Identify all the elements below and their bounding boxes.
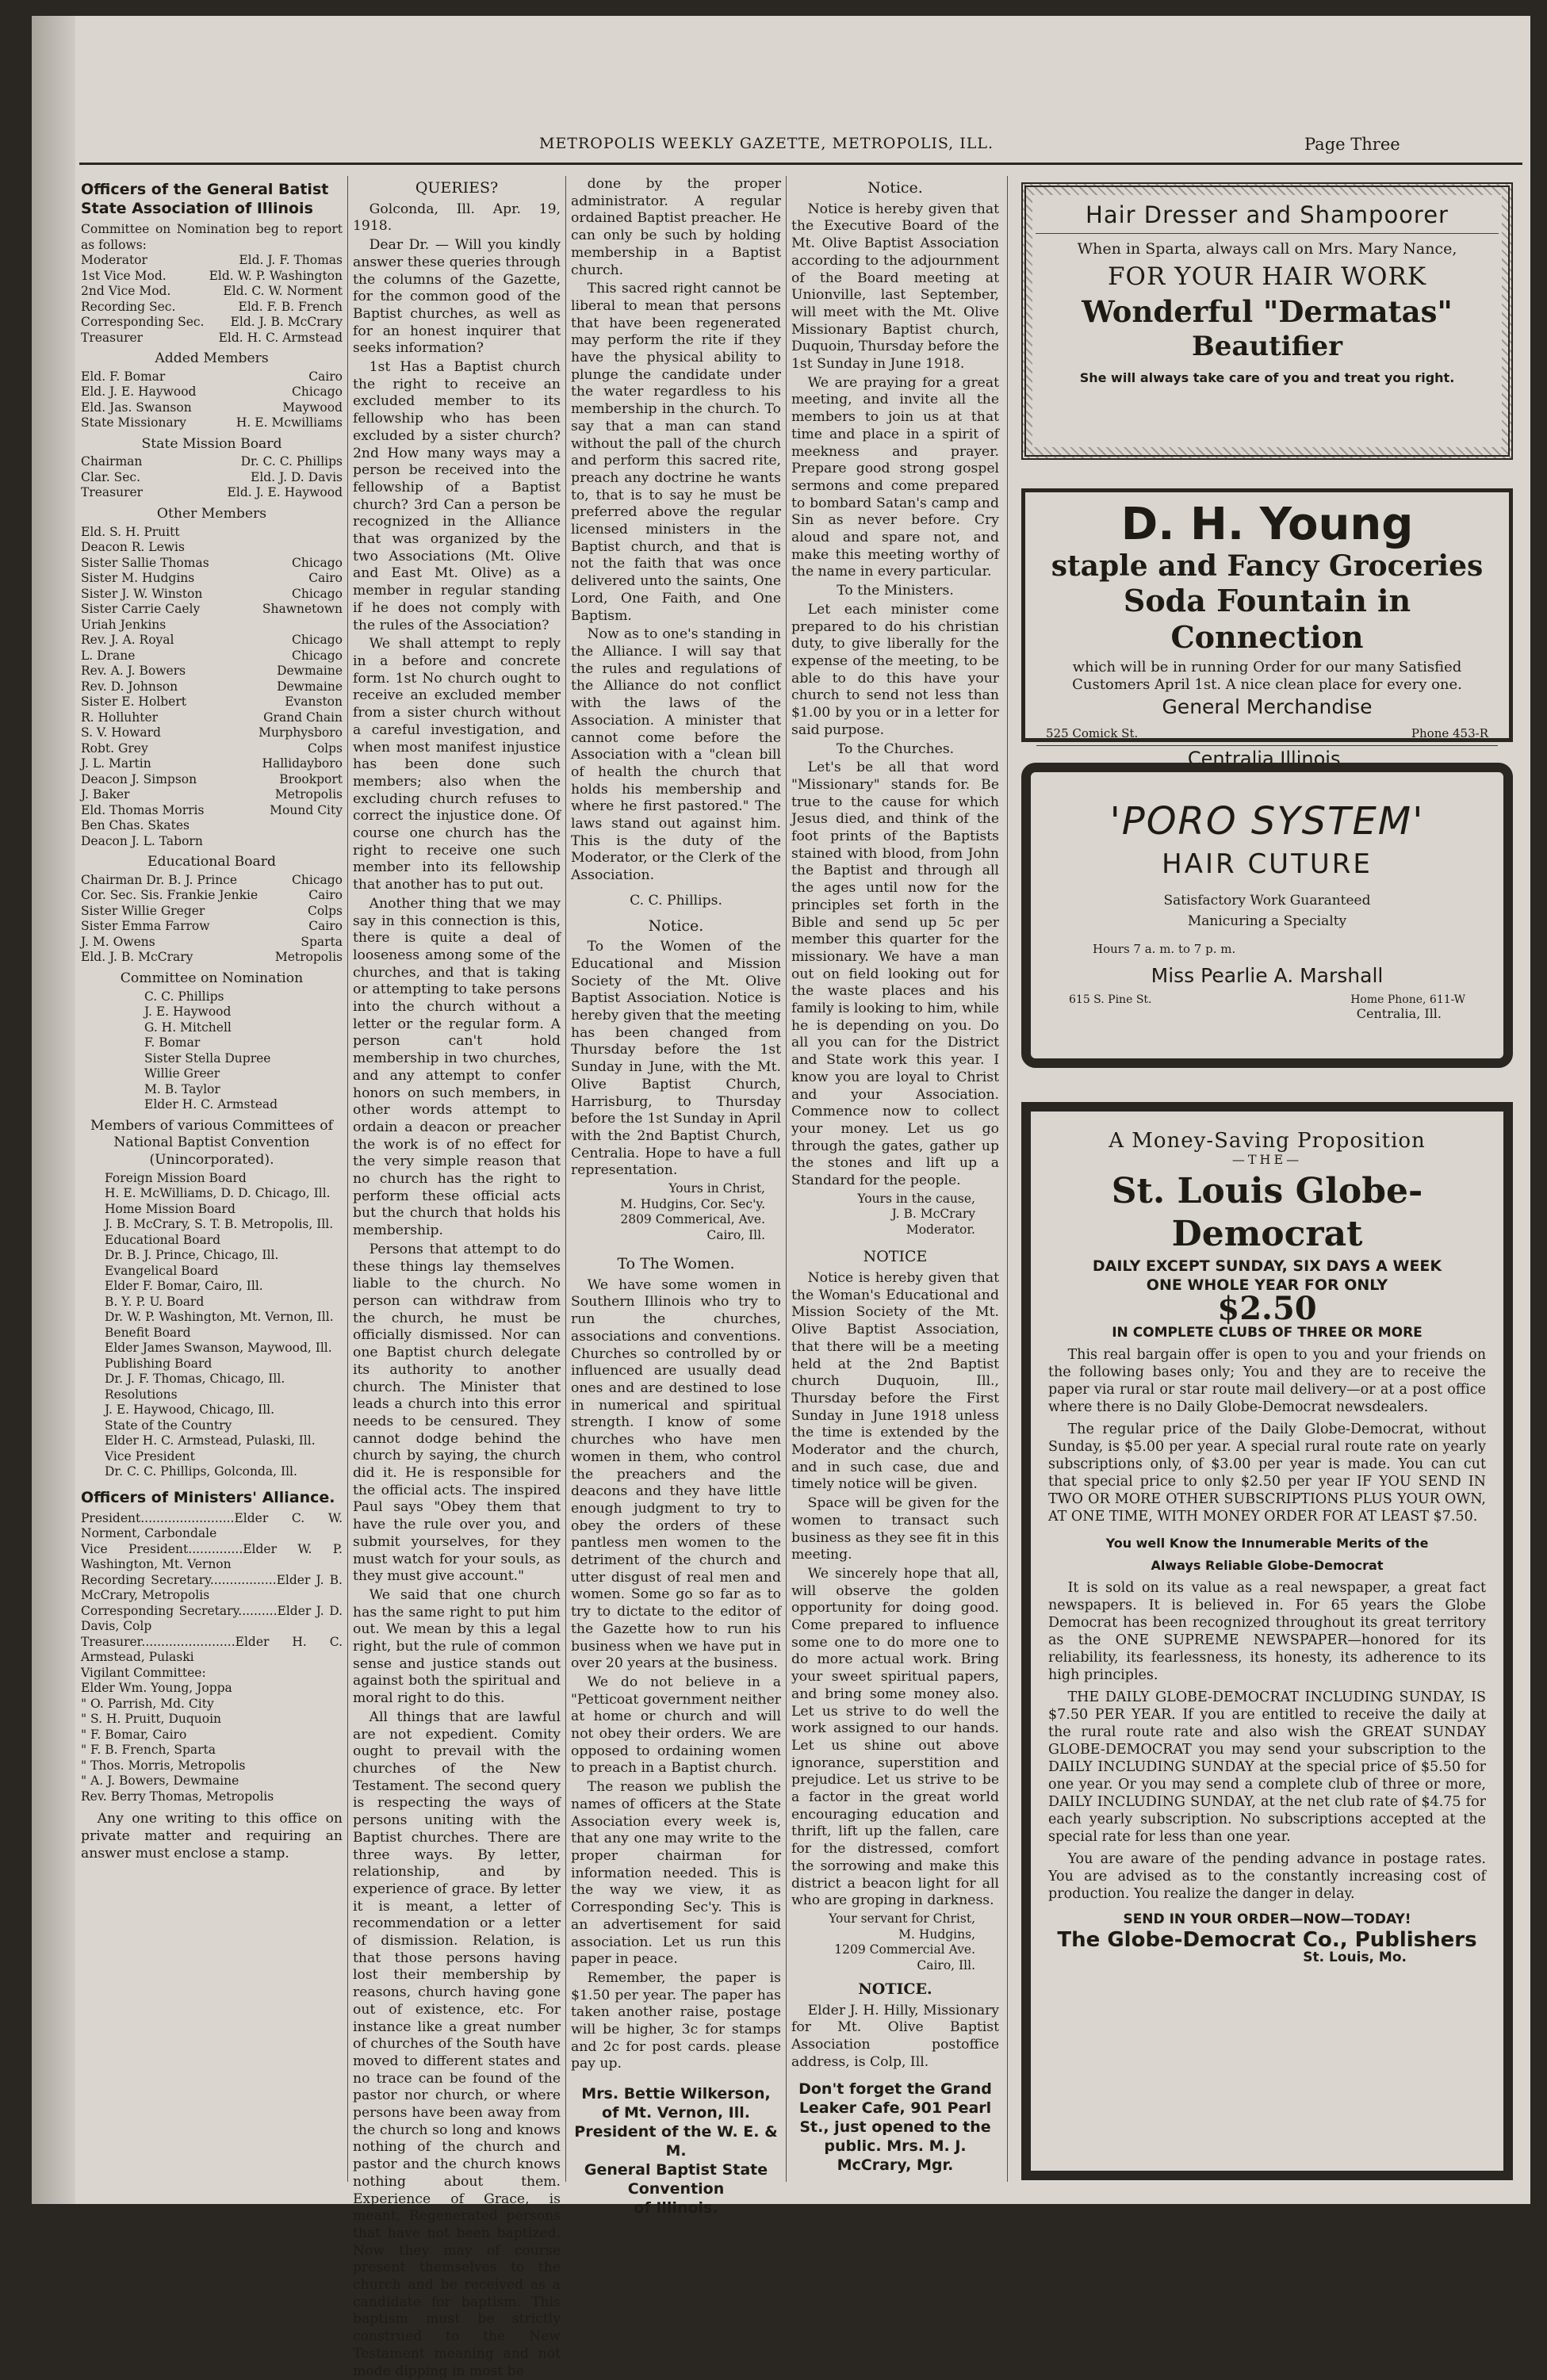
added-list [81,369,343,431]
item-value: Shawnetown [262,602,343,617]
ad3-line1: Satisfactory Work Guaranteed [1163,893,1371,909]
list-item [81,756,343,772]
conv-list [81,1171,343,1480]
item-value: Eld. J. B. McCrary [230,315,343,329]
text-line: Yours in Christ, [668,1181,765,1196]
text-line: of Mt. Vernon, Ill. [602,2104,750,2122]
text-line: " S. H. Pruitt, Duquoin [81,1712,222,1727]
text-line: Resolutions [105,1387,178,1402]
list-item [81,888,343,904]
ad4-paper-name: St. Louis Globe-Democrat [1111,1171,1423,1254]
text-line: Foreign Mission Board [105,1170,247,1185]
ad2-line4: General Merchandise [1162,695,1373,718]
notice3-body: Elder J. H. Hilly, Missionary for Mt. Olive Baptist Association postoffice address, is Colp, Ill. [791,2002,999,2070]
list-item [81,694,343,710]
text-line: " A. J. Bowers, Dewmaine [81,1774,239,1789]
item-name: Corresponding Sec. [81,315,205,329]
text-line: Golconda, Ill. Apr. 19, 1918. [353,201,561,235]
item-name: Eld. F. Bomar [81,369,166,384]
ad4-para5: You are aware of the pending advance in postage rates. You are advised as to the constantly increasing cost of production. You realize the danger in delay. [1048,1851,1486,1902]
text-line: Willie Greer [144,1066,220,1081]
list-item [81,269,343,285]
item-name: Rev. D. Johnson [81,679,178,694]
ministers-body: Let each minister come prepared to do his christian duty, to give liberally for the expense of the meeting, to be able to do this have your church to send not less than $1.00 by you or in a letter for said purpose. [791,601,999,738]
item-name: Sister E. Holbert [81,694,186,710]
other-title: Other Members [156,505,267,522]
item-name: Sister M. Hudgins [81,571,195,586]
text-line: Elder James Swanson, Maywood, Ill. [105,1341,332,1356]
text-line: " Thos. Morris, Metropolis [81,1758,246,1773]
text-line: M. Hudgins, [898,1927,975,1942]
text-line: Elder Wm. Young, Joppa [81,1681,232,1696]
item-name: Moderator [81,253,147,267]
text-line: Another thing that we may say in this connection is this, there is quite a deal of looseness among some of the churches, and that is taking or attempting to take persons into the church without a letter or the regular form. A person can't hold membership in two churches, and any attempt to confer honors on such members, in other words attempt to ordain a deacon or preacher the work is of no effect for the very simple reason that no church has the right to perform these official acts but the church that holds his membership. [353,895,561,1239]
list-item [81,741,343,757]
wilkerson-card [571,2084,781,2217]
officers-list [81,253,343,346]
item-name: Eld. J. B. McCrary [81,950,193,965]
text-line: Cairo, Ill. [917,1957,975,1972]
text-line: We said that one church has the same right to put him out. We mean by this a legal right, but the rule of common sense and justice stands out against both the spiritual and moral right to do this. [353,1586,561,1707]
added-title: Added Members [155,350,269,366]
list-item [81,415,343,431]
item-name: 2nd Vice Mod. [81,284,171,298]
item-value: Colps [307,740,343,756]
list-item [81,834,343,850]
item-name: Sister J. W. Winston [81,586,203,601]
leaker-cafe-ad: Don't forget the Grand Leaker Cafe, 901 Pearl St., just opened to the public. Mrs. M. J. McCrary, Mgr. [798,2080,992,2174]
other-list [81,525,343,850]
edu-title: Educational Board [147,854,276,870]
item-value: Cairo [308,369,343,384]
notice1-title: Notice. [867,179,923,197]
text-line: Notice is hereby given that the Woman's Educational and Mission Society of the Mt. Olive Baptist Association, that there will be a meeting held at the 2nd Baptist church Duquoin, Ill., Thursday before the First Sunday in June 1918 unless the time is extended by the Moderator and the church, and in such case, due and timely notice will be given. [791,1269,999,1493]
text-line: General Baptist State Convention [584,2161,768,2198]
masthead: METROPOLIS WEEKLY GAZETTE, METROPOLIS, ILL. [539,135,994,152]
text-line: We do not believe in a "Petticoat government neither at home or church and will not obey their orders. We are opposed to ordaining women to preach in a Baptist church. [571,1674,781,1777]
notice1-body [791,201,999,581]
alliance-list [81,1511,343,1805]
list-item [81,602,343,618]
notice3-title: NOTICE. [858,1980,932,1998]
ad4-daily: DAILY EXCEPT SUNDAY, SIX DAYS A WEEK [1092,1257,1442,1275]
item-value: Eld. H. C. Armstead [218,330,343,345]
text-line: J. E. Haywood, Chicago, Ill. [105,1402,275,1418]
text-line: M. B. Taylor [144,1081,220,1096]
list-item [81,385,343,400]
item-name: Eld. S. H. Pruitt [81,524,180,539]
text-line: Vice President [105,1448,195,1464]
ad4-para4: THE DAILY GLOBE-DEMOCRAT INCLUDING SUNDAY, IS $7.50 PER YEAR. If you are entitled to receive the daily at the rural route rate and also wish the GREAT SUNDAY GLOBE-DEMOCRAT you may send your subscription to the DAILY INCLUDING SUNDAY at the special price of $5.50 for one year. Or you may send a complete club of three or more, DAILY INCLUDING SUNDAY, at the net club rate of $4.75 for each yearly subscription. No subscriptions accepted at the special rate for less than one year. [1048,1689,1486,1845]
ad3-subtitle: HAIR CUTURE [1162,848,1373,880]
text-line: Elder H. C. Armstead, Pulaski, Ill. [105,1433,316,1448]
list-item [81,400,343,416]
signature-hudgins [571,1181,781,1243]
text-line: Dr. J. F. Thomas, Chicago, Ill. [105,1372,285,1387]
text-line: J. B. McCrary [891,1207,975,1222]
item-name: S. V. Howard [81,725,161,740]
item-value: Metropolis [274,950,343,965]
list-item [81,919,343,935]
list-item [81,818,343,834]
column-divider [1007,176,1008,2182]
item-name: L. Drane [81,648,136,663]
item-name: Sister Emma Farrow [81,919,210,934]
item-name: Eld. Thomas Morris [81,802,205,817]
item-value: Chicago [292,872,343,887]
item-name: Eld. Jas. Swanson [81,400,192,415]
text-line: Persons that attempt to do these things lay themselves liable to the church. No person can withdraw from the church, he must be officially dismissed. Nor can one Baptist church delegate its authority to another church. The Minister that leads a church into this error needs to be censured. They cannot dodge behind the church by saying, the church did it. He is responsible for the official acts. The inspired Paul says "Obey them that have the rule over you, and submit yourselves, for they must watch for your souls, as they must give account." [353,1241,561,1585]
column-queries [353,176,561,2379]
text-line: Space will be given for the women to transact such business as they see fit in this meeting. [791,1495,999,1563]
item-name: Treasurer [81,485,144,500]
text-line: done by the proper administrator. A regular ordained Baptist preacher. He can only be such by holding membership in a Baptist church. [571,176,781,278]
list-item [81,540,343,556]
item-value: Dewmaine [277,664,343,679]
ad2-name: D. H. Young [1120,499,1414,550]
list-item [81,485,343,501]
page-number: Page Three [1304,135,1400,154]
text-line: Home Mission Board [105,1201,235,1216]
text-line: Your servant for Christ, [829,1911,975,1926]
ad1-line1: When in Sparta, always call on Mrs. Mary Nance, [1077,240,1457,258]
item-value: Chicago [292,633,343,648]
text-line: M. Hudgins, Cor. Sec'y. [620,1196,765,1211]
item-name: 1st Vice Mod. [81,268,167,283]
text-line: J. B. McCrary, S. T. B. Metropolis, Ill. [105,1217,334,1232]
alliance-title: Officers of Ministers' Alliance. [81,1488,335,1506]
ad4-send-order: SEND IN YOUR ORDER—NOW—TODAY! [1123,1911,1411,1927]
ad4-headline: A Money-Saving Proposition [1109,1129,1426,1153]
ad2-line2: Soda Fountain in Connection [1123,583,1411,655]
item-value: Sparta [301,934,343,949]
signature-mccrary [791,1192,999,1238]
ad4-clubs: IN COMPLETE CLUBS OF THREE OR MORE [1112,1325,1423,1341]
text-line: Yours in the cause, [857,1191,975,1206]
item-value: Eld. W. P. Washington [209,268,343,283]
item-value: Grand Chain [263,710,343,725]
item-name: Chairman Dr. B. J. Prince [81,872,238,887]
item-value: H. E. Mcwilliams [235,415,343,430]
list-item [81,950,343,966]
women-title: To The Women. [617,1255,735,1273]
queries-title: QUERIES? [415,179,499,197]
item-name: J. Baker [81,787,130,802]
item-value: Colps [307,903,343,918]
signature-phillips: C. C. Phillips. [630,892,722,909]
item-name: Ben Chas. Skates [81,818,190,833]
ad4-the: —THE— [1231,1152,1303,1167]
item-value: Dewmaine [277,679,343,694]
item-value: Eld. C. W. Norment [223,284,343,298]
item-name: Sister Sallie Thomas [81,555,209,570]
list-item [81,454,343,470]
text-line: President........................Elder C. W. Norment, Carbondale [81,1510,343,1541]
header-rule [79,163,1522,165]
text-line: Corresponding Secretary..........Elder J. D. Davis, Colp [81,1603,343,1634]
list-item [81,587,343,603]
list-item [81,710,343,726]
text-line: Vigilant Committee: [81,1665,206,1680]
list-item [81,470,343,486]
list-item [81,284,343,300]
item-value: Evanston [285,694,343,710]
list-item [81,904,343,920]
list-item [81,633,343,649]
ad1-line5: She will always take care of you and treat you right. [1079,370,1455,385]
ad2-city: Centralia Illinois. [1036,745,1498,770]
list-item [81,772,343,788]
ad3-hours: Hours 7 a. m. to 7 p. m. [1093,942,1236,956]
list-item [81,369,343,385]
ad3-line2: Manicuring a Specialty [1187,913,1347,929]
list-item [81,525,343,541]
ad1-title: Hair Dresser and Shampoorer [1036,201,1499,234]
col3-body [571,176,781,885]
list-item [81,331,343,346]
item-name: State Missionary [81,415,186,430]
list-item [81,618,343,633]
item-name: Sister Willie Greger [81,903,205,918]
item-name: Deacon J. L. Taborn [81,833,203,848]
text-line: 2809 Commerical, Ave. [620,1212,765,1227]
text-line: Benefit Board [105,1325,191,1340]
officers-title: Officers of the General Batist State Association of Illinois [81,181,329,217]
item-value: Maywood [282,400,343,415]
churches-title: To the Churches. [836,740,955,757]
item-name: Clar. Sec. [81,469,141,484]
text-line: Publishing Board [105,1356,213,1371]
text-line: State of the Country [105,1418,232,1433]
text-line: Now as to one's standing in the Alliance. I will say that the rules and regulations of the Alliance do not conflict with the laws of the Association. A minister that cannot come before the Association with a "clean bill of health the church that holds his membership and where he first pastored." The laws stand out against him. This is the duty of the Moderator, or the Clerk of the Association. [571,626,781,884]
text-line: Notice is hereby given that the Executive Board of the Mt. Olive Baptist Association according to the adjournment of the Board meeting at Unionville, last September, will meet with the Mt. Olive Missionary Baptist church, Duquoin, Thursday before the 1st Sunday in June 1918. [791,201,999,373]
item-value: Chicago [292,385,343,400]
ad4-year: ONE WHOLE YEAR FOR ONLY [1146,1276,1388,1294]
text-line: H. E. McWilliams, D. D. Chicago, Ill. [105,1186,331,1201]
item-name: Chairman [81,454,143,469]
text-line: Elder H. C. Armstead [144,1097,278,1112]
list-item [81,935,343,951]
item-name: J. M. Owens [81,934,155,949]
text-line: Cairo, Ill. [706,1227,765,1242]
text-line: This sacred right cannot be liberal to mean that persons that have been regenerated may perform the rite if they have the physical ability to plunge the candidate under the water regardless to his membership in the church. To say that a man can stand without the pall of the church and perform this sacred rite, preach any doctrine he wants to, that is to say he must be preferred above the regular licensed ministers in the Baptist church, and that is not the faith that was once delivered unto the saints, One Lord, One Faith, and One Baptism. [571,281,781,624]
text-line: We are praying for a great meeting, and invite all the members to join us at that time and place in a spirit of meekness and prayer. Prepare good strong gospel sermons and come prepared to bombard Satan's camp and Sin as never before. Cry aloud and spare not, and make this meeting worthy of the name in every particular. [791,374,999,580]
item-value: Chicago [292,555,343,570]
text-line: The reason we publish the names of officers at the State Association every week is, that any one may write to the proper chairman for information needed. This is the way we view, it as Corresponding Sec'y. This is an advertisement for said association. Let us run this paper in peace. [571,1779,781,1968]
notice2-title: NOTICE [863,1248,928,1266]
text-line: Recording Secretary.................Elder J. B. McCrary, Metropolis [81,1572,343,1603]
list-item [81,556,343,572]
column-divider [565,176,566,2182]
text-line: B. Y. P. U. Board [105,1294,205,1309]
item-name: J. L. Martin [81,756,151,771]
text-line: Dr. C. C. Phillips, Golconda, Ill. [105,1464,297,1479]
ad3-name: Miss Pearlie A. Marshall [1151,964,1384,987]
ad4-sub1: You well Know the Innumerable Merits of the [1105,1536,1429,1551]
mission-list [81,454,343,501]
text-line: Treasurer........................Elder H. C. Armstead, Pulaski [81,1634,343,1665]
list-item [81,873,343,889]
text-line: We sincerely hope that all, will observe the golden opportunity for doing good. Come prepared to influence some one to do more one to do more actual work. Bring your sweet spiritual papers, and bring some money also. Let us strive to do well the work assigned to our hands. Let us shine out above ignorance, superstition and prejudice. Let us strive to be a factor in the great world encouraging education and thrift, lift up the fallen, care for the distressed, comfort the sorrowing and make this district a beacon light for all who are groping in darkness. [791,1565,999,1909]
text-line: " F. B. French, Sparta [81,1743,216,1758]
item-value: Hallidayboro [262,756,343,771]
text-line: We have some women in Southern Illinois who try to run the churches, associations and conventions. Churches so controlled by or influenced are usually dead ones and are destined to lose in numerical and spiritual strength. I know of some churches who have men women in them, who control the preachers and the deacons and they have little enough judgment to try to obey the orders of these pantless men women to the detriment of the church and utter disgust of real men and women. Some go so far as to try to dictate to the editor of the Gazette how to run his business when we have put in over 20 years at the business. [571,1276,781,1672]
ministers-title: To the Ministers. [837,583,954,599]
globe-democrat-ad [1021,1102,1513,2180]
newspaper-page [32,16,1530,2379]
text-line: 1209 Commercial Ave. [834,1942,975,1957]
text-line: G. H. Mitchell [144,1020,232,1035]
ad2-line3: which will be in running Order for our many Satisfied Customers April 1st. A nice clean place for every one. [1072,659,1462,693]
text-line: Dr. B. J. Prince, Chicago, Ill. [105,1248,279,1263]
list-item [81,571,343,587]
mission-title: State Mission Board [141,435,282,452]
ad4-sub2: Always Reliable Globe-Democrat [1151,1558,1384,1573]
text-line: " O. Parrish, Md. City [81,1696,214,1711]
item-value: Eld. J. F. Thomas [239,253,343,267]
text-line: C. C. Phillips [144,989,224,1004]
column-divider [786,176,787,2182]
ad4-publisher-city: St. Louis, Mo. [1303,1950,1407,1965]
ad1-line2: FOR YOUR HAIR WORK [1108,262,1426,291]
closing-note: Any one writing to this office on private matter and requiring an answer must enclose a stamp. [81,1811,343,1862]
item-value: Cairo [308,571,343,586]
ad4-price: $2.50 [1217,1290,1317,1327]
conv-title: Members of various Committees of National Baptist Convention (Unincorporated). [90,1117,334,1168]
text-line: " F. Bomar, Cairo [81,1727,187,1742]
ad4-para2: The regular price of the Daily Globe-Democrat, without Sunday, is $5.00 per year. A special rural route rate on yearly subscriptions only, of $3.00 per year is made. You can cut that special price to only $2.50 per year IF YOU SEND IN TWO OR MORE OTHER SUBSCRIPTIONS PLUS YOUR OWN, AT ONE TIME, WITH MONEY ORDER FOR AT LEAST $7.50. [1048,1421,1486,1525]
item-value: Brookport [279,771,343,786]
text-line: All things that are lawful are not expedient. Comity ought to prevail with the churches of the New Testament. The second query is respecting the ways of persons uniting with the Baptist churches. There are three ways. By letter, relationship, and by experience of grace. By letter it is meant, a letter of recommendation or a letter of dismission. Relation, is that those persons having lost their membership by reasons, church having gone out of existence, etc. For instance like a great number of churches of the South have moved to different states and no trace can be found of the pastor nor church, or where persons have been away from the church so long and knows nothing of the church and pastor and the church knows nothing about them. Experience of Grace, is meant, Regenerated persons that have not been baptized. Now they may of course present themselves to the church and be received as a candidate for baptism. This baptism must be strictly construed to the New Testament meaning and not mode dipping in most be [353,1708,561,2379]
item-value: Dr. C. C. Phillips [240,454,343,469]
text-line: We shall attempt to reply in a before and concrete form. 1st No church ought to receive an excluded member from a sister church without a careful investigation, and when most manifest injustice has been done such members; also when the excluding church refuses to correct the injustice done. Of course one church has the right to receive one such member into its fellowship that another has to put out. [353,636,561,893]
text-line: Dr. W. P. Washington, Mt. Vernon, Ill. [105,1310,334,1325]
text-line: J. E. Haywood [144,1004,232,1020]
item-value: Eld. J. D. Davis [251,469,343,484]
text-line: Dear Dr. — Will you kindly answer these queries through the columns of the Gazette, for the common good of the Baptist churches, as well as for an honest inquirer that seeks information? [353,237,561,357]
ad4-para3: It is sold on its value as a real newspaper, a great fact newspapers. It is believed in. For 65 years the Globe Democrat has been recognized throughout its great territory as the ONE SUPREME NEWSPAPER—honored for its reliability, its fearlessness, its honesty, its adherence to its high principles. [1048,1580,1486,1683]
text-line: Educational Board [105,1232,221,1247]
nom-list [81,989,343,1113]
text-line: Rev. Berry Thomas, Metropolis [81,1789,274,1804]
item-name: Sister Carrie Caely [81,602,201,617]
column-three [571,176,781,2217]
item-value: Cairo [308,919,343,934]
ad3-city: Centralia, Ill. [1356,1006,1442,1021]
queries-body [353,201,561,2380]
item-value: Eld. F. B. French [238,299,343,314]
ad4-para1: This real bargain offer is open to you and your friends on the following bases only; You and they are to receive the paper via rural or star route mail delivery—or at a post office where there is no Daily Globe-Democrat newsdealers. [1048,1347,1486,1415]
item-name: Rev. A. J. Bowers [81,664,186,679]
ad2-phone: Phone 453-R [1411,726,1488,740]
item-value: Metropolis [274,787,343,802]
column-four [791,176,999,2182]
women-body [571,1277,781,2073]
dh-young-ad [1021,488,1513,770]
notice2-body [791,1270,999,1910]
list-item [81,649,343,664]
item-value: Eld. J. E. Haywood [227,485,343,500]
ad2-address: 525 Comick St. [1046,726,1139,740]
item-name: Deacon R. Lewis [81,540,185,555]
churches-body: Let's be all that word "Missionary" stands for. Be true to the cause for which Jesus died, and think of the foot prints of the Baptists stained with blood, from John the Baptist and through all the ages until now for the principles set forth in the Bible and send up 5c per member this quarter for the missionary. We have a man out on field looking out for the waste places and his family is looking to him, while he is depending on you. Do all you can for the District and State work this year. I know you are loyal to Christ and your Association. Commence now to collect your money. Let us go through the gates, gather up the stones and lift up a Standard for the people. [791,760,999,1189]
item-value: Cairo [308,888,343,903]
text-line: F. Bomar [144,1035,201,1050]
text-line: Remember, the paper is $1.50 per year. The paper has taken another raise, postage will be higher, 3c for stamps and 2c for post cards. please pay up. [571,1969,781,2072]
ad2-line1: staple and Fancy Groceries [1051,549,1484,583]
ad4-publisher: The Globe-Democrat Co., Publishers [1057,1928,1477,1952]
item-name: Eld. J. E. Haywood [81,385,197,400]
edu-list [81,873,343,966]
ad1-line4: Beautifier [1191,331,1342,362]
item-name: Treasurer [81,330,144,345]
item-value: Chicago [292,648,343,663]
list-item [81,803,343,819]
list-item [81,300,343,316]
text-line: Evangelical Board [105,1263,219,1278]
text-line: Vice President..............Elder W. P. Washington, Mt. Vernon [81,1541,343,1572]
text-line: 1st Has a Baptist church the right to receive an excluded member to its fellowship who has been excluded by a sister church? 2nd How many ways may a person be received into the fellowship of a Baptist church? 3rd Can a person be recognized in the Alliance that was organized by the two Associations (Mt. Olive and East Mt. Olive) as a member in regular standing if he does not comply with the rules of the Association? [353,359,561,633]
list-item [81,679,343,695]
ad3-title: 'PORO SYSTEM' [1109,799,1425,844]
item-name: Robt. Grey [81,740,148,756]
committee-intro: Committee on Nomination beg to report as follows: [81,222,343,252]
text-line: Mrs. Bettie Wilkerson, [581,2085,771,2103]
text-line: Sister Stella Dupree [144,1050,271,1066]
list-item [81,787,343,803]
ad1-line3: Wonderful "Dermatas" [1082,294,1453,329]
nom-title: Committee on Nomination [120,970,304,986]
item-value: Murphysboro [258,725,343,740]
list-item [81,315,343,331]
item-value: Mound City [270,802,343,817]
list-item [81,725,343,741]
signature-hudgins-2 [791,1911,999,1973]
list-item [81,664,343,679]
ad3-address: 615 S. Pine St. [1069,993,1152,1006]
hair-dresser-ad [1021,182,1513,460]
poro-system-ad [1021,763,1513,1068]
notice-title: Notice. [648,916,704,935]
item-value: Chicago [292,586,343,601]
ad3-phone: Home Phone, 611-W [1350,993,1465,1006]
item-name: Recording Sec. [81,299,176,314]
column-divider [347,176,348,2182]
text-line: Elder F. Bomar, Cairo, Ill. [105,1279,263,1294]
text-line: President of the W. E. & M. [574,2123,778,2160]
list-item [81,253,343,269]
item-name: Deacon J. Simpson [81,771,197,786]
item-name: Cor. Sec. Sis. Frankie Jenkie [81,888,258,903]
item-name: Rev. J. A. Royal [81,633,174,648]
item-name: R. Holluhter [81,710,159,725]
notice-women-body: To the Women of the Educational and Mission Society of the Mt. Olive Baptist Association. Notice is hereby given that the meeting has been changed from Thursday before the 1st Sunday in June, with the Mt. Olive Baptist Church, Harrisburg, to Thursday before the 1st Sunday in April with the 2nd Baptist Church, Centralia. Hope to have a full representation. [571,939,781,1179]
text-line: Moderator. [906,1222,975,1237]
item-name: Uriah Jenkins [81,617,167,632]
column-officers [81,176,343,2182]
text-line: of Illinois. [634,2199,718,2217]
